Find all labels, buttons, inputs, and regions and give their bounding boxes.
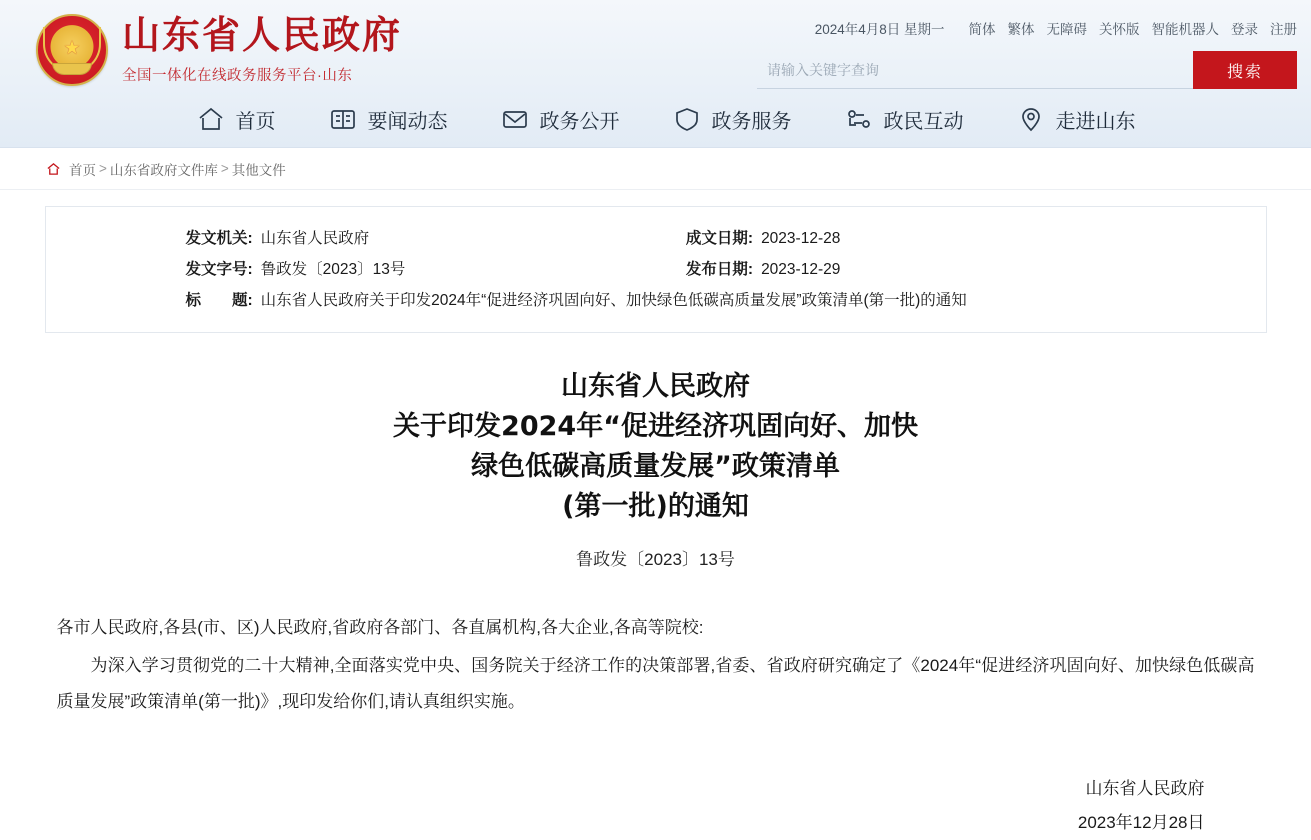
accessibility-link[interactable]: 无障碍 (1046, 22, 1087, 37)
lang-simplified-link[interactable]: 简体 (968, 22, 996, 37)
shield-icon (672, 105, 702, 133)
nav-label: 政务服务 (711, 110, 792, 133)
document-signature (45, 772, 1267, 840)
login-link[interactable]: 登录 (1231, 22, 1258, 37)
current-date: 2024年4月8日 星期一 (814, 22, 945, 37)
emblem-star: ★ (63, 37, 81, 59)
written-date-value: 2023-12-28 (761, 230, 841, 247)
document-title-line: 山东省人民政府 (561, 371, 750, 402)
doc-number-value: 鲁政发〔2023〕13号 (260, 261, 406, 278)
smart-robot-link[interactable]: 智能机器人 (1151, 22, 1219, 37)
nav-label: 政务公开 (539, 110, 620, 133)
doc-title-value: 山东省人民政府关于印发2024年“促进经济巩固向好、加快绿色低碳高质量发展”政策清单(第一批)的通知 (260, 292, 967, 309)
register-link[interactable]: 注册 (1270, 22, 1297, 37)
search-bar (757, 51, 1297, 89)
publish-date-label: 发布日期: (685, 261, 754, 278)
meta-row (46, 254, 1266, 285)
lang-traditional-link[interactable]: 繁体 (1007, 22, 1035, 37)
header-right (757, 8, 1297, 89)
national-emblem-icon (36, 14, 108, 86)
publish-date-value: 2023-12-29 (761, 261, 841, 278)
site-logo[interactable] (36, 14, 402, 86)
document-title-line: 关于印发2024年“促进经济巩固向好、加快 (393, 411, 918, 442)
breadcrumb (0, 148, 1311, 190)
document-paragraph: 为深入学习贯彻党的二十大精神,全面落实党中央、国务院关于经济工作的决策部署,省委、省政府研究确定了《2024年“促进经济巩固向好、加快绿色低碳高质量发展”政策清单(第一批)》,现印发给你们,请认真组织实施。 (56, 656, 1255, 711)
envelope-icon (500, 105, 530, 133)
issuing-agency-label: 发文机关: (185, 230, 253, 247)
written-date-label: 成文日期: (685, 230, 754, 247)
signature-org: 山东省人民政府 (1085, 779, 1205, 798)
top-links (757, 18, 1297, 38)
main-nav (0, 92, 1311, 146)
home-icon (46, 162, 61, 176)
breadcrumb-separator: > (220, 161, 229, 176)
signature-date: 2023年12月28日 (1077, 813, 1205, 832)
home-icon (196, 105, 226, 133)
breadcrumb-separator: > (99, 161, 107, 176)
nav-label: 首页 (235, 110, 276, 133)
document-meta-table (45, 206, 1267, 333)
breadcrumb-item-home[interactable]: 首页 (69, 162, 96, 178)
nav-item-services[interactable] (672, 105, 792, 134)
nav-item-affairs-open[interactable] (500, 105, 620, 134)
interaction-icon (844, 105, 874, 133)
search-input[interactable] (757, 51, 1193, 89)
nav-label: 政民互动 (883, 110, 964, 133)
meta-row (46, 285, 1266, 316)
site-title: 山东省人民政府 (122, 13, 403, 58)
location-icon (1016, 105, 1046, 133)
site-header (0, 0, 1311, 148)
issuing-agency-value: 山东省人民政府 (260, 230, 370, 247)
breadcrumb-item-doc-library[interactable]: 山东省政府文件库 (109, 162, 218, 178)
doc-title-label: 标 题: (185, 292, 253, 309)
document-salutation: 各市人民政府,各县(市、区)人民政府,省政府各部门、各直属机构,各大企业,各高等院校: (56, 618, 704, 637)
nav-item-about-shandong[interactable] (1016, 105, 1136, 134)
document-number: 鲁政发〔2023〕13号 (576, 550, 735, 569)
search-button[interactable]: 搜索 (1193, 51, 1297, 89)
doc-number-label: 发文字号: (185, 261, 253, 278)
page-content (45, 206, 1267, 840)
nav-label: 走进山东 (1055, 110, 1136, 133)
document-title (45, 367, 1267, 527)
book-icon (328, 105, 358, 133)
nav-item-news[interactable] (328, 105, 448, 134)
nav-item-interaction[interactable] (844, 105, 964, 134)
site-subtitle: 全国一体化在线政务服务平台·山东 (122, 67, 353, 84)
document-title-line: (第一批)的通知 (562, 491, 749, 522)
meta-row (46, 223, 1266, 254)
nav-label: 要闻动态 (367, 110, 448, 133)
document-title-line: 绿色低碳高质量发展”政策清单 (471, 451, 840, 482)
care-version-link[interactable]: 关怀版 (1099, 22, 1140, 37)
header-top (0, 0, 1311, 92)
breadcrumb-item-other-docs[interactable]: 其他文件 (231, 162, 286, 178)
nav-item-home[interactable] (196, 105, 276, 134)
